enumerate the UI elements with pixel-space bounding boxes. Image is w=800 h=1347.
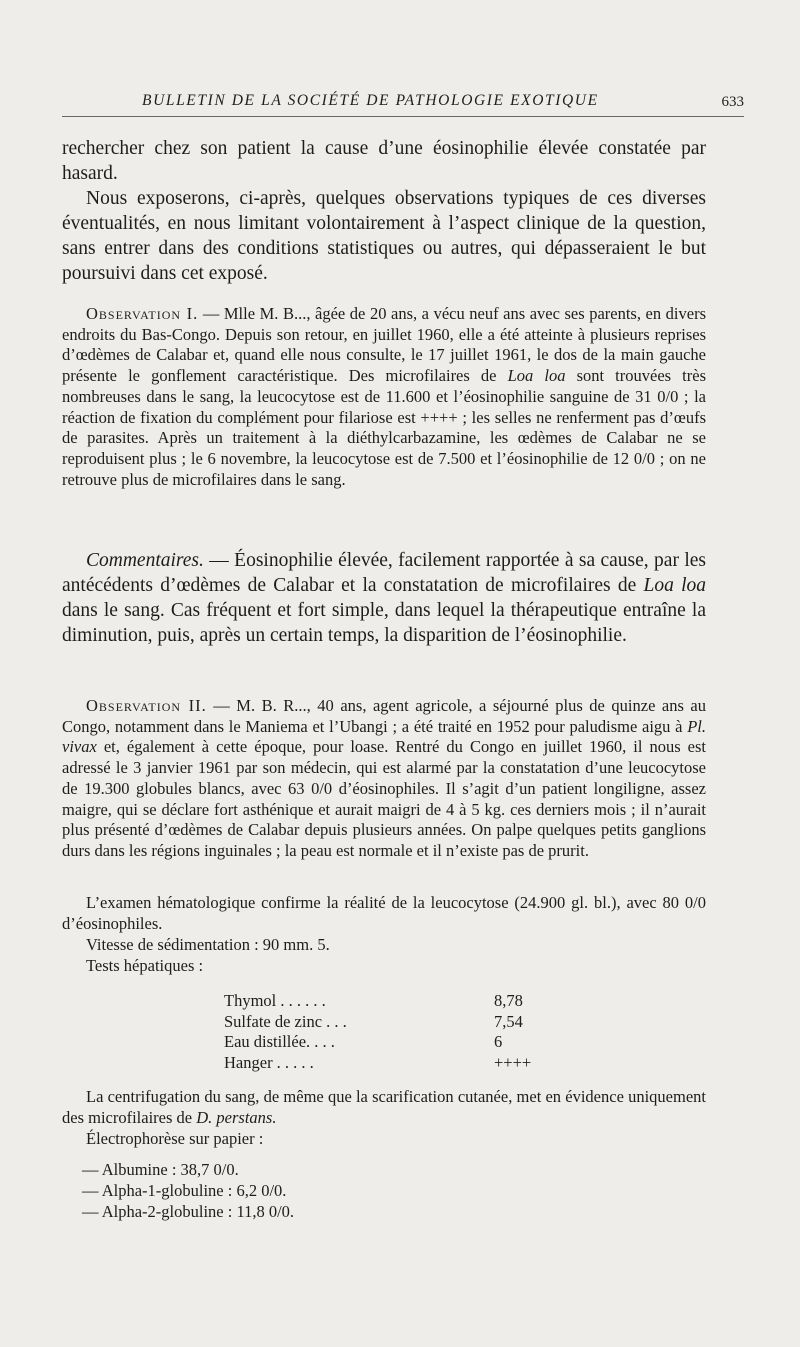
observation-2-text-b: et, également à cette époque, pour loase. Rentré du Congo en juillet 1960, il nous est adressé le 3 janvier 1961 par son médecin, qui est alarmé par la constatation d’une leucocytose de 19.300 globules blancs, avec 63 0/0 d’éosinophiles. Il s’agit d’un patient longiligne, assez maigre, qui se déclare fort asthénique et aurait maigri de 4 à 5 kg. ces derniers mois ; il n’aurait plus présenté d’œdèmes de Calabar depuis plusieurs années. On palpe quelques petits ganglions durs dans les régions inguinales ; la peau est normale et il n’existe pas de prurit. (62, 737, 711, 860)
list-item: — Alpha-1-globuline : 6,2 0/0. (82, 1181, 287, 1200)
commentaires-text-b: dans le sang. Cas fréquent et fort simple, dans lequel la thérapeutique entraîne la diminution, puis, après un certain temps, la disparition de l’éosinophilie. (62, 575, 711, 646)
intro-paragraph-text: Nous exposerons, ci-après, quelques observations typiques de ces diverses éventualités, en nous limitant volontairement à l’aspect clinique de la question, sans entrer dans des conditions statistiques ou autres, qui dépasseraient le but poursuivi dans cet exposé. (62, 188, 711, 284)
page-header (62, 92, 744, 117)
intro-continuation-text: rechercher chez son patient la cause d’une éosinophilie élevée constatée par hasard. (62, 138, 711, 184)
observation-1-text-b: sont trouvées très nombreuses dans le sang, la leucocytose est de 11.600 et l’éosinophilie sanguine de 31 0/0 ; la réaction de fixation du complément pour filariose est ++++ ; les selles ne renferment pas d’œufs de parasites. Après un traitement à la diéthylcarbazamine, les œdèmes de Calabar ne se reproduisent plus ; le 6 novembre, la leucocytose est de 7.500 et l’éosinophilie de 12 0/0 ; on ne retrouve plus de microfilaires dans le sang. (62, 366, 711, 489)
observation-2-text-a: — M. B. R..., 40 ans, agent agricole, a séjourné plus de quinze ans au Congo, notamment dans le Maniema et l’Ubangi ; a été traité en 1952 pour paludisme aigu à (62, 696, 711, 736)
list-item: — Albumine : 38,7 0/0. (82, 1160, 239, 1179)
liver-test-name: Sulfate de zinc . . . (224, 1011, 347, 1031)
liver-test-value: 6 (494, 1032, 503, 1052)
running-title: BULLETIN DE LA SOCIÉTÉ DE PATHOLOGIE EXOTIQUE (142, 92, 599, 109)
liver-test-row (224, 1012, 554, 1033)
liver-test-value: ++++ (494, 1053, 532, 1073)
liver-test-value: 8,78 (494, 991, 523, 1010)
intro-paragraph (62, 186, 711, 286)
commentaires-text-a: — Éosinophilie élevée, facilement rapportée à sa cause, par les antécédents d’œdèmes de Calabar et la constatation de microfilaires de (62, 550, 711, 596)
observation-2 (62, 696, 711, 862)
commentaires-species: Loa loa (643, 575, 707, 596)
liver-test-row (224, 1032, 554, 1053)
observation-1-species: Loa loa (507, 366, 566, 386)
observation-1-label: Observation I. (86, 304, 199, 323)
electrophoresis-title-text: Électrophorèse sur papier : (86, 1129, 264, 1148)
liver-test-name: Eau distillée. . . . (224, 1032, 335, 1052)
liver-tests-table (224, 991, 554, 1074)
centrifugation-paragraph (62, 1087, 711, 1128)
hematology-paragraph (62, 893, 711, 934)
sedimentation-text: Vitesse de sédimentation : 90 mm. 5. (86, 935, 330, 954)
electrophoresis-list (82, 1159, 294, 1222)
commentaires (62, 548, 711, 648)
hematology-text: L’examen hématologique confirme la réalité de la leucocytose (24.900 gl. bl.), avec 80 0/0 d’éosinophiles. (62, 893, 711, 933)
liver-tests-title-text: Tests hépatiques : (86, 956, 204, 975)
observation-2-species: Pl. vivax (62, 716, 711, 757)
observation-1 (62, 304, 711, 490)
liver-test-name: Hanger . . . . . (224, 1053, 314, 1073)
liver-test-row (224, 1053, 554, 1074)
liver-test-name: Thymol . . . . . . (224, 991, 326, 1010)
sedimentation-line (62, 935, 706, 956)
observation-2-label: Observation II. (86, 696, 207, 715)
page-number: 633 (721, 94, 744, 110)
list-item: — Alpha-2-globuline : 11,8 0/0. (82, 1202, 295, 1221)
observation-1-text-a: — Mlle M. B..., âgée de 20 ans, a vécu neuf ans avec ses parents, en divers endroits du Bas-Congo. Depuis son retour, en juillet 1960, elle a été atteinte à plusieurs reprises d’œdèmes de Calabar et, quand elle nous consulte, le 17 juillet 1961, le dos de la main gauche présente le gonflement caractéristique. Des microfilaires de (62, 304, 711, 386)
centrifugation-text: La centrifugation du sang, de même que la scarification cutanée, met en évidence uniquement des microfilaires de (62, 1087, 711, 1127)
electrophoresis-title (62, 1129, 706, 1150)
centrifugation-species: D. perstans. (196, 1107, 277, 1127)
liver-test-value: 7,54 (494, 1011, 523, 1031)
commentaires-label: Commentaires. (86, 550, 204, 571)
liver-test-row (224, 991, 554, 1012)
intro-continuation (62, 136, 711, 186)
liver-tests-title (62, 956, 706, 977)
